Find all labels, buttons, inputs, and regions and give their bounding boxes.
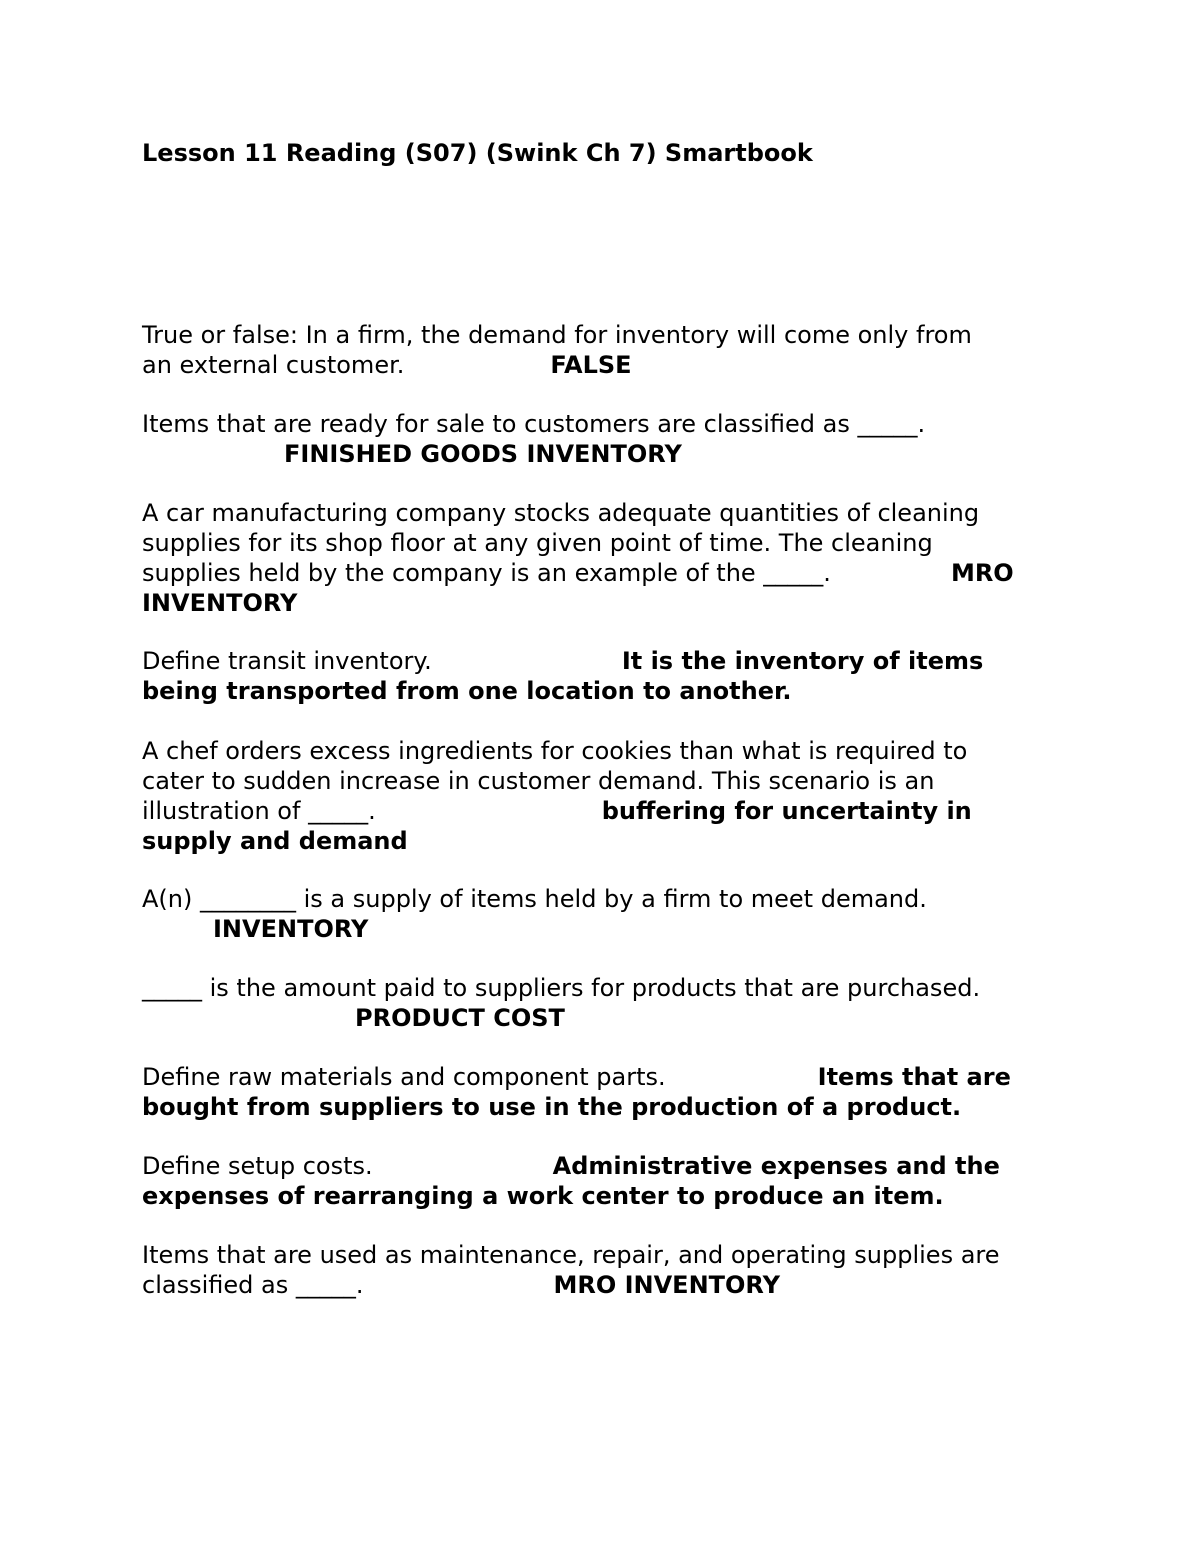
- question-line: [142, 558, 1072, 588]
- answer-text: MRO INVENTORY: [553, 1271, 780, 1299]
- question-text: A chef orders excess ingredients for cookies than what is required to: [142, 737, 968, 765]
- question-text: classified as _____.: [142, 1271, 364, 1299]
- qa-item-7: [142, 973, 1072, 1033]
- question-line: [142, 1151, 1072, 1181]
- answer-text: FINISHED GOODS INVENTORY: [284, 440, 682, 468]
- question-line: [142, 1270, 1072, 1300]
- question-line: [142, 1062, 1072, 1092]
- answer-text: supply and demand: [142, 827, 408, 855]
- qa-item-5: [142, 736, 1072, 856]
- question-text: Define setup costs.: [142, 1152, 373, 1180]
- question-text: illustration of _____.: [142, 797, 376, 825]
- question-text: Items that are used as maintenance, repair, and operating supplies are: [142, 1241, 1000, 1269]
- document-page: [142, 138, 1072, 1299]
- answer-text: FALSE: [550, 351, 632, 379]
- answer-text: PRODUCT COST: [355, 1004, 565, 1032]
- question-line: [142, 350, 1072, 380]
- answer-line: [142, 439, 1072, 469]
- answer-text: INVENTORY: [142, 589, 298, 617]
- qa-item-2: [142, 409, 1072, 469]
- question-text: Define raw materials and component parts.: [142, 1063, 666, 1091]
- question-text: Define transit inventory.: [142, 647, 432, 675]
- answer-line: [142, 1003, 1072, 1033]
- qa-item-8: [142, 1062, 1072, 1122]
- question-text: supplies for its shop floor at any given point of time. The cleaning: [142, 529, 933, 557]
- qa-item-9: [142, 1151, 1072, 1211]
- question-text: Items that are ready for sale to customers are classified as _____.: [142, 410, 926, 438]
- answer-text: bought from suppliers to use in the production of a product.: [142, 1093, 962, 1121]
- question-text: cater to sudden increase in customer demand. This scenario is an: [142, 767, 935, 795]
- page-title: Lesson 11 Reading (S07) (Swink Ch 7) Smartbook: [142, 139, 813, 167]
- answer-text: It is the inventory of items: [621, 647, 984, 675]
- question-text: supplies held by the company is an example of the _____.: [142, 559, 831, 587]
- qa-item-10: [142, 1240, 1072, 1300]
- qa-item-4: [142, 646, 1072, 706]
- question-text: an external customer.: [142, 351, 405, 379]
- question-text: _____ is the amount paid to suppliers for products that are purchased.: [142, 974, 981, 1002]
- answer-text: MRO: [950, 559, 1014, 587]
- question-text: A car manufacturing company stocks adequate quantities of cleaning: [142, 499, 980, 527]
- answer-line: [142, 914, 1072, 944]
- answer-text: INVENTORY: [213, 915, 369, 943]
- answer-text: buffering for uncertainty in: [601, 797, 972, 825]
- question-text: True or false: In a firm, the demand for inventory will come only from: [142, 321, 972, 349]
- answer-text: Administrative expenses and the: [552, 1152, 1000, 1180]
- qa-item-1: [142, 320, 1072, 380]
- qa-item-6: [142, 884, 1072, 944]
- qa-item-3: [142, 498, 1072, 618]
- answer-text: Items that are: [817, 1063, 1011, 1091]
- question-text: A(n) ________ is a supply of items held by a firm to meet demand.: [142, 885, 927, 913]
- question-line: [142, 796, 1072, 826]
- question-line: [142, 646, 1072, 676]
- answer-text: being transported from one location to another.: [142, 677, 792, 705]
- answer-text: expenses of rearranging a work center to produce an item.: [142, 1182, 944, 1210]
